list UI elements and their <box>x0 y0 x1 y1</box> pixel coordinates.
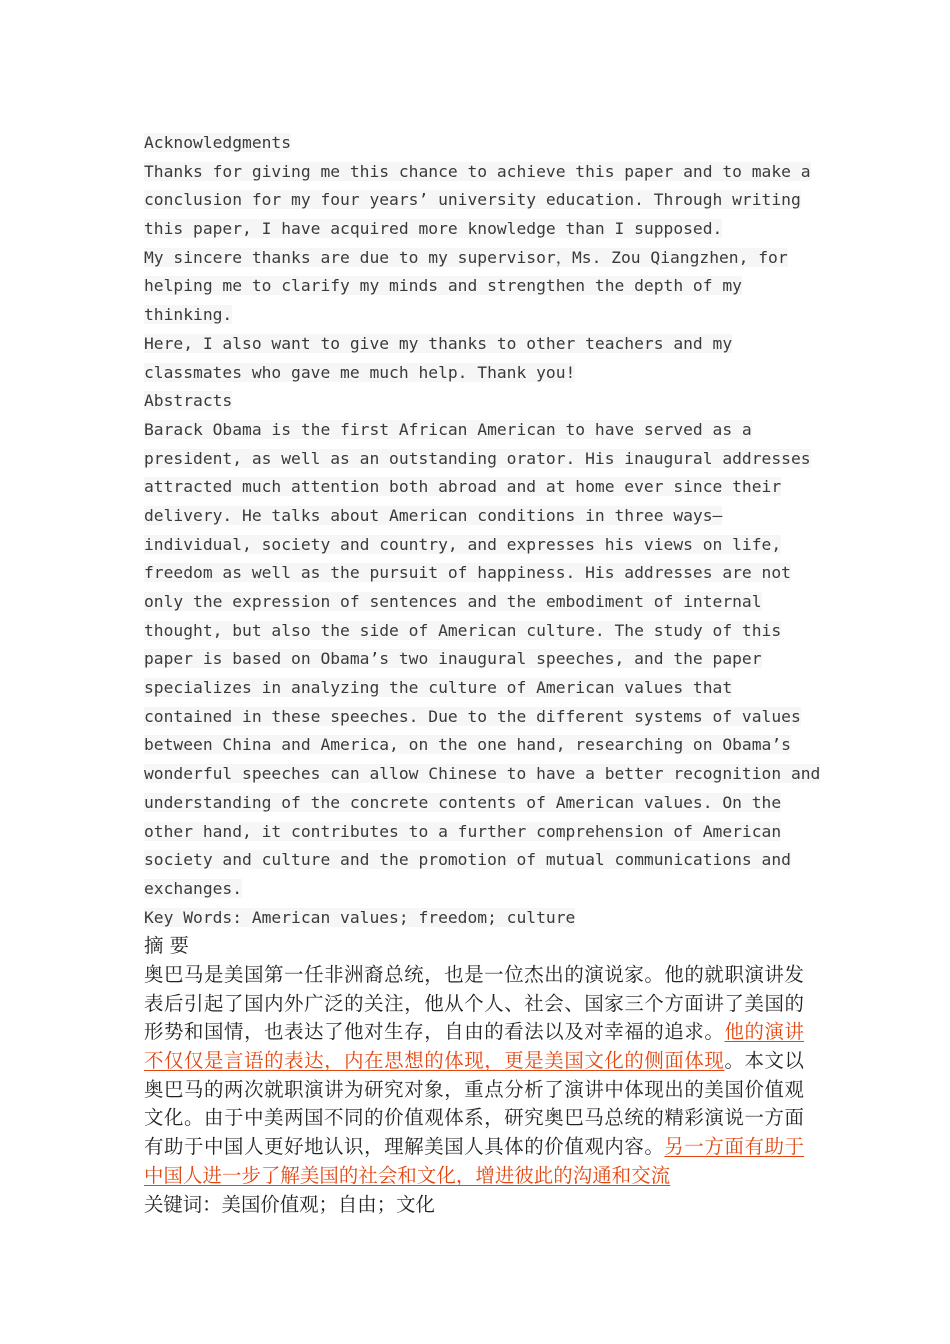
abstract-en-line: society and culture and the promotion of mutual communications and <box>144 850 791 870</box>
abstract-en-line: wonderful speeches can allow Chinese to have a better recognition and <box>144 764 821 784</box>
acknowledgments-line: thinking. <box>144 305 233 325</box>
abstract-en-line: only the expression of sentences and the embodiment of internal <box>144 592 762 611</box>
abstract-cn-keywords: 关键词：美国价值观；自由；文化 <box>144 1192 435 1216</box>
acknowledgments-line: conclusion for my four years’ university education. Through writing <box>144 190 801 210</box>
abstract-cn-text: 。本文以奥巴马的两次就职演讲为研究对象，重点分析了演讲中体现出的美国价值观文化。由于中美两国不同的价值观体系，研究奥巴马总统的精彩演说一方面有助于中国人更好地认识，理解美国人具体的价值观内容。 <box>144 1049 804 1159</box>
abstract-cn-highlight: 另一方面有助于中国人进一步了解美国的社会和文化，增进彼此的沟通和交流 <box>144 1135 804 1187</box>
abstract-en-line: exchanges. <box>144 878 243 898</box>
abstract-en-line: individual, society and country, and expresses his views on life, <box>144 534 782 554</box>
abstract-cn-text: 奥巴马是美国第一任非洲裔总统，也是一位杰出的演说家。他的就职演讲发表后引起了国内外广泛的关注，他从个人、社会、国家三个方面讲了美国的形势和国情，也表达了他对生存，自由的看法以及对幸福的追求。 <box>144 962 804 1044</box>
abstract-en-line: paper is based on Obama’s two inaugural speeches, and the paper <box>144 649 762 669</box>
abstract-en-line: attracted much attention both abroad and at home ever since their <box>144 477 782 497</box>
acknowledgments-line: classmates who gave me much help. Thank you! <box>144 362 576 382</box>
document-body <box>144 129 821 1219</box>
abstract-en-line: delivery. He talks about American conditions in three ways— <box>144 505 723 525</box>
abstract-en-heading: Abstracts <box>144 391 233 411</box>
acknowledgments-heading: Acknowledgments <box>144 133 292 152</box>
abstract-en-line: understanding of the concrete contents of American values. On the <box>144 792 782 812</box>
acknowledgments-line: My sincere thanks are due to my supervisor，Ms. Zou Qiangzhen, for <box>144 247 788 267</box>
abstract-en-line: president, as well as an outstanding orator. His inaugural addresses <box>144 448 811 468</box>
abstract-en-line: other hand, it contributes to a further comprehension of American <box>144 821 782 841</box>
abstract-en-keywords: Key Words: American values; freedom; culture <box>144 907 576 927</box>
acknowledgments-line: helping me to clarify my minds and strengthen the depth of my <box>144 276 742 296</box>
abstract-en-line: contained in these speeches. Due to the different systems of values <box>144 706 801 726</box>
abstract-cn-heading: 摘 要 <box>144 934 189 958</box>
abstract-en-line: specializes in analyzing the culture of American values that <box>144 678 733 698</box>
abstract-en-line: between China and America, on the one hand, researching on Obama’s <box>144 735 791 755</box>
acknowledgments-line: Thanks for giving me this chance to achieve this paper and to make a <box>144 161 811 181</box>
abstract-en-line: freedom as well as the pursuit of happiness. His addresses are not <box>144 563 791 583</box>
abstract-cn-paragraph <box>144 961 804 1191</box>
abstract-cn-highlight: 他的演讲不仅仅是言语的表达，内在思想的体现，更是美国文化的侧面体现 <box>144 1020 804 1073</box>
acknowledgments-line: this paper, I have acquired more knowledge than I supposed. <box>144 219 723 239</box>
acknowledgments-line: Here, I also want to give my thanks to other teachers and my <box>144 333 733 353</box>
abstract-en-line: Barack Obama is the first African American to have served as a <box>144 419 752 439</box>
abstract-en-line: thought, but also the side of American culture. The study of this <box>144 620 782 640</box>
